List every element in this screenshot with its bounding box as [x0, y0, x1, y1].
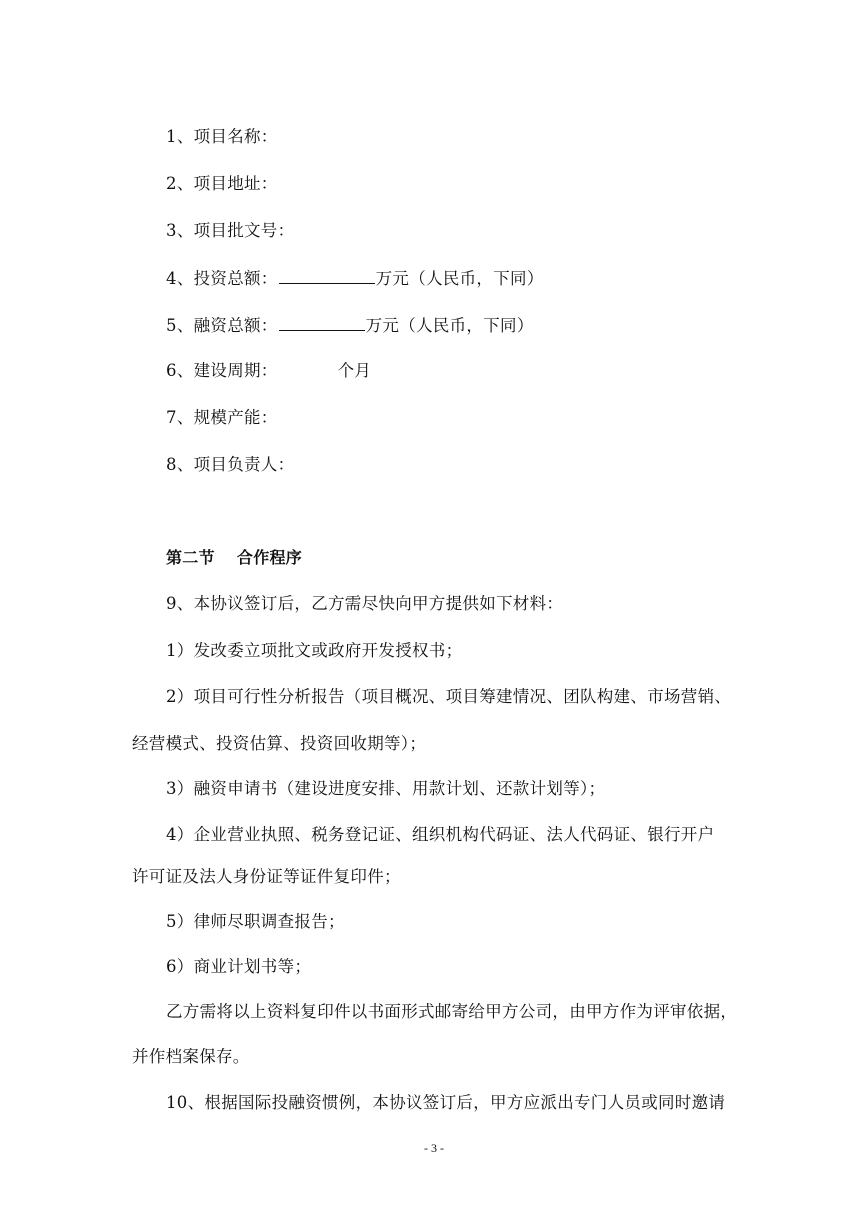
item-number: 8 — [166, 455, 177, 474]
item-suffix: 个月 — [337, 361, 372, 380]
section-number: 第二节 — [166, 548, 215, 567]
clause-9-closing-continued: 并作档案保存。 — [132, 1047, 250, 1066]
item-number: 7 — [166, 408, 177, 427]
item-approval-number — [166, 220, 294, 242]
item-number: 3 — [166, 221, 177, 240]
blank-underline — [279, 266, 375, 284]
clause-9-closing: 乙方需将以上资料复印件以书面形式邮寄给甲方公司，由甲方作为评审依据， — [166, 1002, 738, 1021]
item-label: 、融资总额： — [176, 316, 278, 335]
item-project-name — [166, 126, 278, 148]
item-label: 、项目批文号： — [176, 221, 295, 240]
item-number: 1 — [166, 127, 177, 146]
material-item: 2）项目可行性分析报告（项目概况、项目筹建情况、团队构建、市场营销、 — [166, 687, 732, 706]
clause-9-intro: 9、本协议签订后，乙方需尽快向甲方提供如下材料： — [166, 594, 564, 613]
item-label: 、项目名称： — [176, 127, 278, 146]
item-number: 2 — [166, 174, 177, 193]
item-construction-period — [166, 360, 371, 382]
item-total-investment — [166, 266, 544, 290]
blank-underline — [279, 313, 365, 331]
material-item: 1）发改委立项批文或政府开发授权书； — [166, 641, 463, 660]
item-number: 4 — [166, 269, 177, 288]
item-suffix: 万元（人民币，下同） — [365, 316, 534, 335]
section-name: 合作程序 — [236, 548, 303, 567]
item-project-leader — [166, 454, 294, 476]
section-heading — [166, 547, 302, 569]
item-number: 6 — [166, 361, 177, 380]
material-item: 5）律师尽职调查报告； — [166, 912, 345, 931]
material-item: 6）商业计划书等； — [166, 957, 312, 976]
item-project-address — [166, 173, 278, 195]
item-label: 、项目负责人： — [176, 455, 295, 474]
item-total-financing — [166, 313, 534, 337]
material-item-continued: 许可证及法人身份证等证件复印件； — [132, 867, 401, 886]
item-label: 、投资总额： — [176, 269, 278, 288]
item-label: 、建设周期： — [176, 361, 278, 380]
item-label: 、项目地址： — [176, 174, 278, 193]
item-suffix: 万元（人民币，下同） — [375, 269, 544, 288]
item-label: 、规模产能： — [176, 408, 278, 427]
item-scale-capacity — [166, 407, 278, 429]
clause-10: 10、根据国际投融资惯例，本协议签订后，甲方应派出专门人员或同时邀请 — [166, 1093, 726, 1112]
item-number: 5 — [166, 316, 177, 335]
material-item: 4）企业营业执照、税务登记证、组织机构代码证、法人代码证、银行开户 — [166, 825, 715, 844]
page-number: - 3 - — [424, 1141, 444, 1155]
material-item: 3）融资申请书（建设进度安排、用款计划、还款计划等）； — [166, 779, 606, 798]
material-item-continued: 经营模式、投资估算、投资回收期等）； — [132, 734, 427, 753]
